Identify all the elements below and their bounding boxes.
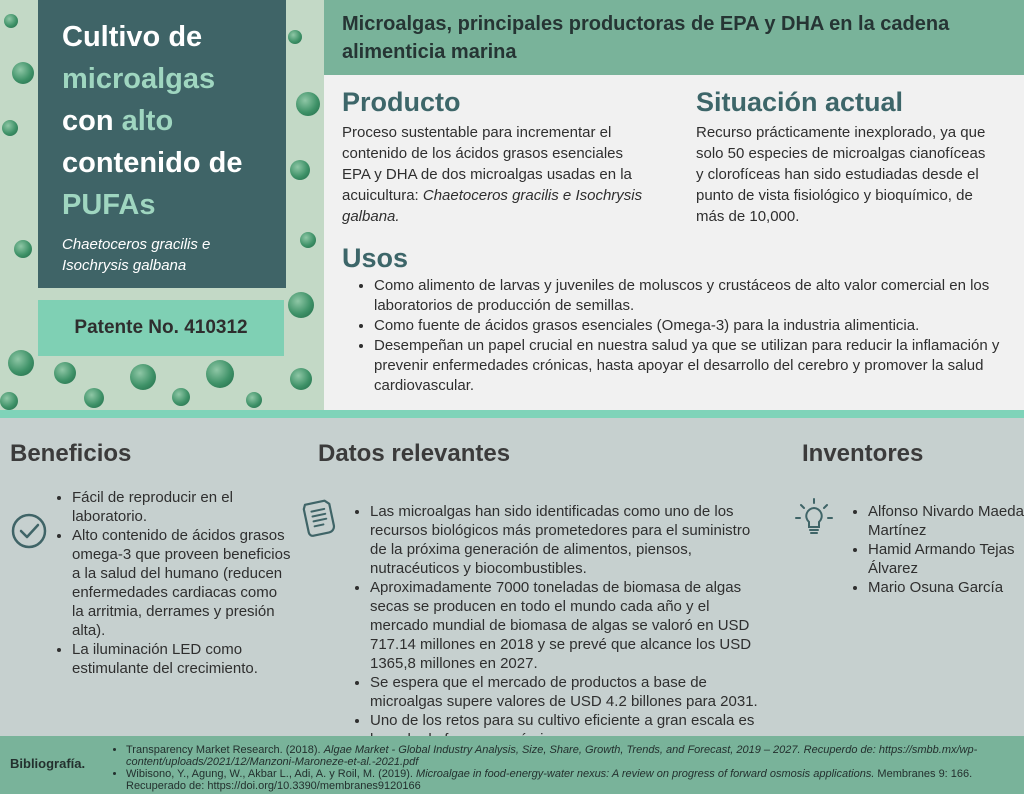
lightbulb-icon — [792, 496, 836, 545]
situacion-section — [696, 87, 996, 227]
list-item: • Hamid Armando Tejas Álvarez — [868, 540, 1024, 578]
list-item: • Mario Osuna García — [868, 578, 1024, 597]
list-item: • Como fuente de ácidos grasos esenciales (Omega-3) para la industria alimenticia. — [374, 316, 1012, 336]
beneficios-list — [52, 488, 292, 678]
list-item: • Aproximadamente 7000 toneladas de biomasa de algas secas se producen en todo el mundo cada año y el mercado mundial de biomasa de algas se valoró en USD 717.14 millones en 2018 y se prevé que alcance los USD 1365,8 millones en 2027. — [370, 578, 770, 673]
species-subtitle: Chaetoceros gracilis e Isochrysis galbana — [62, 236, 211, 274]
bibliography — [0, 736, 1024, 794]
bottom-panel — [0, 418, 1024, 736]
title-box — [38, 0, 286, 288]
producto-section — [342, 87, 652, 227]
list-item: • Las microalgas han sido identificadas como uno de los recursos biológicos más prometedores para el suministro de la próxima generación de alimentos, piensos, nutracéuticos y biocombustibles. — [370, 502, 770, 578]
datos-list — [350, 502, 770, 749]
producto-text: Proceso sustentable para incrementar el contenido de los ácidos grasos esenciales EPA y DHA de dos microalgas usadas en la acuicultura: Chaetoceros gracilis e Isochrysis galbana. — [342, 124, 643, 225]
bibliography-label: Bibliografía. — [10, 756, 86, 771]
inventores-section — [800, 440, 1024, 596]
list-item: • Uno de los retos para su cultivo eficiente a gran escala es — [370, 711, 770, 749]
usos-section — [342, 243, 1012, 396]
usos-heading: Usos — [342, 243, 409, 273]
reference-item: • Transparency Market Research. (2018). Algae Market - Global Industry Analysis, Size, Share, Growth, Trends, and Forecast, 2019 – 2027. Recuperdo de: https://smbb.mx/wp-content/uploads/2021/12/Manzoni-Maroneze-et-al.-2021.pdf — [126, 744, 1008, 768]
list-item: • Alfonso Nivardo Maeda Martínez — [868, 502, 1024, 540]
list-item: • Desempeñan un papel crucial en nuestra salud ya que se utilizan para reducir la inflamación y prevenir enfermedades crónicas, hasta apoyar el desarrollo del cerebro y promover la salud cardiovascular. — [374, 336, 1012, 396]
datos-section — [300, 440, 780, 729]
check-circle-icon — [10, 512, 48, 555]
producto-heading: Producto — [342, 87, 461, 117]
main-title: Cultivo de microalgas con alto contenido de PUFAs — [62, 21, 243, 221]
reference-item: • Wibisono, Y., Agung, W., Akbar L., Adi, A. y Roil, M. (2019). Microalgae in food-energy-water nexus: A review on progress of forward osmosis applications. Membranes 9: 166. Recuperado de: https://doi.org/10.3390/membranes9120166 — [126, 768, 1008, 792]
list-item: • Se espera que el mercado de productos a base de microalgas supere valores de USD 4.2 billones para 2031. — [370, 673, 770, 711]
inventores-heading: Inventores — [802, 440, 924, 467]
list-item: • Fácil de reproducir en el laboratorio. — [72, 488, 292, 526]
beneficios-heading: Beneficios — [10, 440, 132, 467]
situacion-text: Recurso prácticamente inexplorado, ya que solo 50 especies de microalgas cianofíceas y clorofíceas han sido estudiadas desde el punto de vista fisiológico y bioquímico, de más de 10,000. — [696, 124, 986, 225]
list-item: • La iluminación LED como estimulante del crecimiento. — [72, 640, 292, 678]
header-title: Microalgas, principales productoras de EPA y DHA en la cadena alimenticia marina — [324, 0, 1024, 75]
usos-list — [342, 276, 1012, 396]
list-item: • Como alimento de larvas y juveniles de moluscos y crustáceos de alto valor comercial en los laboratorios de producción de semillas. — [374, 276, 1012, 316]
hero-image — [0, 0, 324, 410]
inventores-list — [848, 502, 1024, 597]
list-item: • Alto contenido de ácidos grasos omega-3 que proveen beneficios a la salud del humano (reducen enfermedades cardiacas como la arritmia, derrames y presión alta). — [72, 526, 292, 640]
situacion-heading: Situación actual — [696, 87, 904, 117]
divider — [0, 410, 1024, 418]
beneficios-section — [10, 440, 300, 677]
main-panel — [324, 75, 1024, 410]
document-icon — [302, 496, 338, 545]
datos-heading: Datos relevantes — [318, 440, 511, 467]
bibliography-list — [108, 744, 1008, 792]
patent-badge: Patente No. 410312 — [38, 300, 284, 356]
